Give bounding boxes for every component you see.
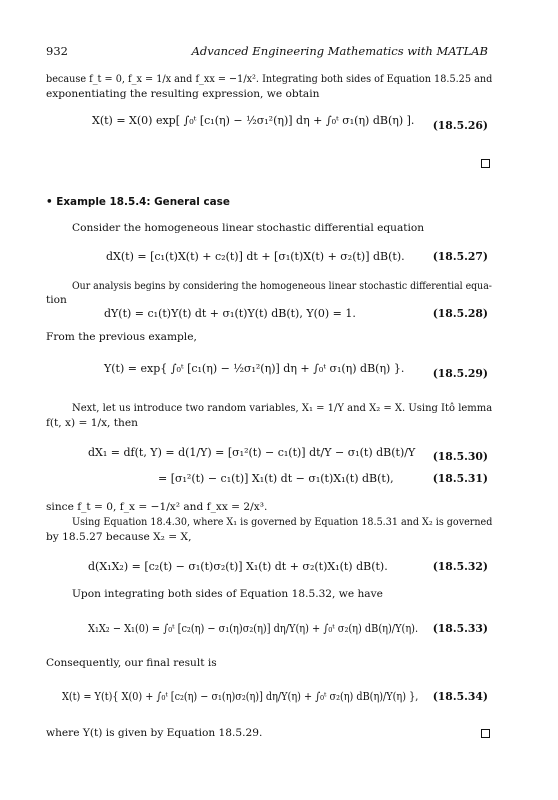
paragraph-line: f(t, x) = 1/x, then (46, 417, 138, 429)
paragraph-line: Next, let us introduce two random variables, X₁ = 1/Y and X₂ = X. Using Itô lemma (72, 402, 493, 414)
paragraph-line: because f_t = 0, f_x = 1/x and f_xx = −1/x². Integrating both sides of Equation 18.5.25 and (46, 73, 493, 85)
equation-18-5-34: X(t) = Y(t){ X(0) + ∫₀ᵗ [c₂(η) − σ₁(η)σ₂(η)] dη/Y(η) + ∫₀ᵗ σ₂(η) dB(η)/Y(η) }, (62, 690, 419, 703)
end-of-proof-square-icon (481, 729, 490, 738)
example-heading: • Example 18.5.4: General case (46, 196, 230, 208)
equation-number: (18.5.30) (432, 450, 488, 463)
equation-number: (18.5.28) (432, 307, 488, 320)
equation-number: (18.5.27) (432, 250, 488, 263)
equation-18-5-32: d(X₁X₂) = [c₂(t) − σ₁(t)σ₂(t)] X₁(t) dt + σ₂(t)X₁(t) dB(t). (88, 560, 388, 573)
paragraph-line: Consequently, our final result is (46, 657, 217, 669)
end-of-proof-square-icon (481, 159, 490, 168)
paragraph-line: Upon integrating both sides of Equation 18.5.32, we have (72, 588, 383, 600)
equation-18-5-27: dX(t) = [c₁(t)X(t) + c₂(t)] dt + [σ₁(t)X(t) + σ₂(t)] dB(t). (106, 250, 405, 263)
equation-18-5-26: X(t) = X(0) exp[ ∫₀ᵗ [c₁(η) − ½σ₁²(η)] dη + ∫₀ᵗ σ₁(η) dB(η) ]. (92, 114, 415, 127)
paragraph-line: where Y(t) is given by Equation 18.5.29. (46, 727, 263, 739)
paragraph-line: From the previous example, (46, 331, 197, 343)
equation-18-5-29: Y(t) = exp{ ∫₀ᵗ [c₁(η) − ½σ₁²(η)] dη + ∫₀ᵗ σ₁(η) dB(η) }. (104, 362, 405, 375)
paragraph-line: Consider the homogeneous linear stochastic differential equation (72, 222, 425, 234)
paragraph-line: by 18.5.27 because X₂ = X, (46, 531, 192, 543)
equation-18-5-33: X₁X₂ − X₁(0) = ∫₀ᵗ [c₂(η) − σ₁(η)σ₂(η)] dη/Y(η) + ∫₀ᵗ σ₂(η) dB(η)/Y(η). (88, 622, 419, 635)
equation-number: (18.5.29) (432, 367, 488, 380)
equation-number: (18.5.34) (432, 690, 488, 703)
equation-18-5-31: = [σ₁²(t) − c₁(t)] X₁(t) dt − σ₁(t)X₁(t) dB(t), (158, 472, 394, 485)
paragraph-line: exponentiating the resulting expression, we obtain (46, 88, 320, 100)
page-number: 932 (46, 44, 68, 58)
equation-18-5-28: dY(t) = c₁(t)Y(t) dt + σ₁(t)Y(t) dB(t), Y(0) = 1. (104, 307, 356, 320)
paragraph-line: tion (46, 294, 67, 306)
paragraph-line: since f_t = 0, f_x = −1/x² and f_xx = 2/x³. (46, 501, 268, 513)
equation-number: (18.5.26) (432, 119, 488, 132)
running-head-title: Advanced Engineering Mathematics with MATLAB (191, 44, 488, 58)
paragraph-line: Our analysis begins by considering the homogeneous linear stochastic differential equa- (72, 280, 492, 292)
equation-18-5-30: dX₁ = df(t, Y) = d(1/Y) = [σ₁²(t) − c₁(t)] dt/Y − σ₁(t) dB(t)/Y (88, 446, 416, 459)
equation-number: (18.5.31) (432, 472, 488, 485)
equation-number: (18.5.32) (432, 560, 488, 573)
paragraph-line: Using Equation 18.4.30, where X₁ is governed by Equation 18.5.31 and X₂ is governed (72, 516, 493, 528)
equation-number: (18.5.33) (432, 622, 488, 635)
